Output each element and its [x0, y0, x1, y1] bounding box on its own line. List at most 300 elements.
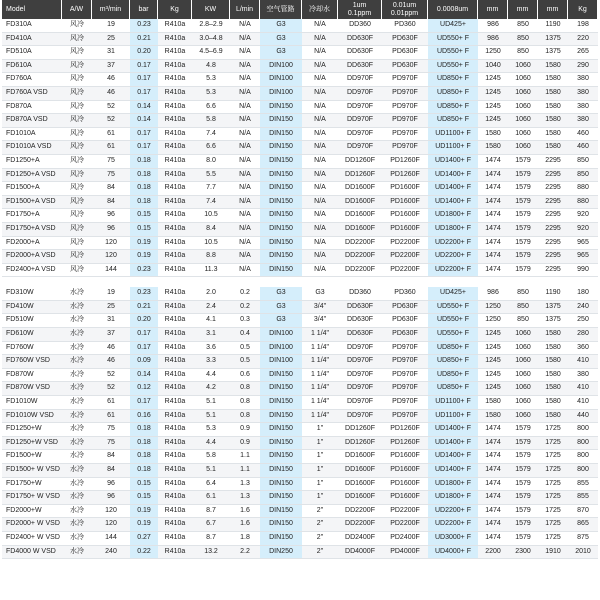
- table-cell: DIN150: [260, 101, 302, 115]
- table-cell: PD630F: [382, 33, 428, 47]
- table-cell: 风冷: [62, 223, 92, 237]
- table-row-air-cooled: [2, 60, 598, 74]
- table-cell: UD1800+ F: [428, 491, 478, 505]
- table-row-water-cooled: [2, 478, 598, 492]
- table-cell: 1060: [508, 128, 538, 142]
- table-cell: 440: [568, 410, 598, 424]
- table-cell: 84: [92, 450, 130, 464]
- table-cell: 1.6: [230, 518, 260, 532]
- table-row-water-cooled: [2, 518, 598, 532]
- table-cell: N/A: [302, 209, 338, 223]
- table-cell: 水冷: [62, 423, 92, 437]
- table-cell: 1579: [508, 437, 538, 451]
- table-cell: N/A: [230, 264, 260, 278]
- table-cell: 4.5–6.9: [192, 46, 230, 60]
- table-cell: 8.7: [192, 505, 230, 519]
- table-cell: DIN150: [260, 237, 302, 251]
- table-cell: DD1600F: [338, 450, 382, 464]
- table-cell: 1579: [508, 169, 538, 183]
- table-cell: FD1750+A VSD: [2, 223, 62, 237]
- table-cell: DD970F: [338, 73, 382, 87]
- table-cell: 75: [92, 155, 130, 169]
- table-cell: 10.5: [192, 237, 230, 251]
- table-cell: 850: [508, 314, 538, 328]
- table-cell: FD410W: [2, 301, 62, 315]
- table-cell: R410a: [158, 505, 192, 519]
- table-cell: PD4000F: [382, 546, 428, 560]
- table-cell: N/A: [230, 182, 260, 196]
- table-cell: 5.5: [192, 169, 230, 183]
- table-cell: 1474: [478, 264, 508, 278]
- table-row-water-cooled: [2, 287, 598, 301]
- table-cell: UD850+ F: [428, 355, 478, 369]
- table-cell: 水冷: [62, 437, 92, 451]
- table-cell: PD2200F: [382, 237, 428, 251]
- table-cell: FD1750+ W VSD: [2, 491, 62, 505]
- table-cell: 5.3: [192, 73, 230, 87]
- table-cell: 0.4: [230, 328, 260, 342]
- table-cell: 1.3: [230, 478, 260, 492]
- table-cell: 1060: [508, 60, 538, 74]
- table-cell: 850: [508, 33, 538, 47]
- table-cell: R410a: [158, 464, 192, 478]
- table-cell: 2.4: [192, 301, 230, 315]
- table-cell: 7.4: [192, 196, 230, 210]
- table-cell: 75: [92, 169, 130, 183]
- table-cell: DD970F: [338, 128, 382, 142]
- table-cell: 1580: [538, 73, 568, 87]
- table-cell: 1579: [508, 505, 538, 519]
- table-cell: 1060: [508, 73, 538, 87]
- table-cell: FD1010A VSD: [2, 141, 62, 155]
- table-cell: PD1600F: [382, 478, 428, 492]
- table-cell: 3/4": [302, 301, 338, 315]
- table-cell: 46: [92, 355, 130, 369]
- table-cell: 1040: [478, 60, 508, 74]
- table-cell: FD870A: [2, 101, 62, 115]
- table-cell: FD310W: [2, 287, 62, 301]
- table-cell: 84: [92, 464, 130, 478]
- table-cell: 风冷: [62, 196, 92, 210]
- table-cell: 1.6: [230, 505, 260, 519]
- table-cell: UD2200+ F: [428, 264, 478, 278]
- table-cell: 1580: [538, 60, 568, 74]
- table-cell: R410a: [158, 264, 192, 278]
- table-cell: FD870A VSD: [2, 114, 62, 128]
- table-cell: R410a: [158, 114, 192, 128]
- table-row-air-cooled: [2, 237, 598, 251]
- table-cell: N/A: [230, 141, 260, 155]
- table-cell: DIN150: [260, 410, 302, 424]
- table-cell: 0.5: [230, 355, 260, 369]
- table-cell: N/A: [230, 237, 260, 251]
- table-cell: 1474: [478, 518, 508, 532]
- table-cell: R410a: [158, 410, 192, 424]
- table-row-air-cooled: [2, 19, 598, 33]
- table-cell: DIN150: [260, 518, 302, 532]
- table-cell: DD630F: [338, 301, 382, 315]
- table-row-air-cooled: [2, 73, 598, 87]
- table-cell: 52: [92, 369, 130, 383]
- table-cell: 0.9: [230, 437, 260, 451]
- col-pressure-drop: bar: [130, 0, 158, 19]
- table-cell: 3/4": [302, 314, 338, 328]
- table-cell: 1725: [538, 478, 568, 492]
- table-row-water-cooled: [2, 532, 598, 546]
- table-cell: 865: [568, 518, 598, 532]
- table-cell: FD1250+W: [2, 423, 62, 437]
- table-cell: R410a: [158, 33, 192, 47]
- table-cell: 3.1: [192, 328, 230, 342]
- table-cell: FD1500+W: [2, 450, 62, 464]
- table-cell: DD1600F: [338, 209, 382, 223]
- table-cell: R410a: [158, 369, 192, 383]
- table-cell: N/A: [302, 196, 338, 210]
- table-cell: DD1260F: [338, 155, 382, 169]
- table-cell: DIN150: [260, 128, 302, 142]
- table-cell: 0.17: [130, 87, 158, 101]
- table-cell: 2295: [538, 209, 568, 223]
- table-cell: FD1250+W VSD: [2, 437, 62, 451]
- table-cell: UD1100+ F: [428, 141, 478, 155]
- table-cell: FD4000 W VSD: [2, 546, 62, 560]
- table-cell: 850: [508, 301, 538, 315]
- table-cell: 0.23: [130, 19, 158, 33]
- table-cell: 1060: [508, 382, 538, 396]
- table-cell: 1245: [478, 369, 508, 383]
- table-cell: 37: [92, 60, 130, 74]
- table-cell: 1474: [478, 196, 508, 210]
- table-row-air-cooled: [2, 33, 598, 47]
- table-cell: FD410A: [2, 33, 62, 47]
- table-cell: DIN150: [260, 450, 302, 464]
- table-cell: 8.4: [192, 223, 230, 237]
- table-cell: 0.8: [230, 410, 260, 424]
- table-cell: 965: [568, 237, 598, 251]
- table-cell: 1474: [478, 250, 508, 264]
- table-cell: 0.18: [130, 182, 158, 196]
- table-cell: 5.8: [192, 114, 230, 128]
- table-cell: 46: [92, 73, 130, 87]
- table-cell: 240: [92, 546, 130, 560]
- table-cell: DIN100: [260, 73, 302, 87]
- table-cell: UD850+ F: [428, 101, 478, 115]
- table-cell: 1250: [478, 301, 508, 315]
- table-cell: FD760W VSD: [2, 355, 62, 369]
- table-cell: 800: [568, 464, 598, 478]
- table-cell: DD630F: [338, 314, 382, 328]
- table-cell: PD1600F: [382, 223, 428, 237]
- table-cell: 1060: [508, 87, 538, 101]
- table-cell: 855: [568, 478, 598, 492]
- table-cell: 1474: [478, 464, 508, 478]
- table-cell: N/A: [230, 128, 260, 142]
- table-cell: DD970F: [338, 369, 382, 383]
- table-cell: 1474: [478, 532, 508, 546]
- table-cell: 986: [478, 19, 508, 33]
- table-cell: PD970F: [382, 101, 428, 115]
- table-cell: R410a: [158, 60, 192, 74]
- table-cell: 1 1/4": [302, 355, 338, 369]
- table-cell: FD2400+ W VSD: [2, 532, 62, 546]
- table-cell: 6.4: [192, 478, 230, 492]
- table-cell: FD510A: [2, 46, 62, 60]
- table-cell: 1580: [478, 396, 508, 410]
- table-row-air-cooled: [2, 155, 598, 169]
- table-cell: G3: [260, 19, 302, 33]
- table-row-air-cooled: [2, 223, 598, 237]
- table-cell: R410a: [158, 237, 192, 251]
- table-cell: 0.09: [130, 355, 158, 369]
- table-cell: 84: [92, 182, 130, 196]
- table-cell: UD1400+ F: [428, 423, 478, 437]
- table-row-air-cooled: [2, 169, 598, 183]
- table-cell: 1474: [478, 423, 508, 437]
- table-cell: UD850+ F: [428, 114, 478, 128]
- table-cell: DD970F: [338, 382, 382, 396]
- table-cell: N/A: [230, 19, 260, 33]
- table-cell: 1580: [478, 141, 508, 155]
- table-cell: DIN150: [260, 532, 302, 546]
- table-cell: 5.3: [192, 423, 230, 437]
- table-cell: 1579: [508, 250, 538, 264]
- table-cell: 风冷: [62, 182, 92, 196]
- table-cell: 6.7: [192, 518, 230, 532]
- table-cell: 6.1: [192, 491, 230, 505]
- table-cell: N/A: [302, 114, 338, 128]
- table-cell: 1579: [508, 155, 538, 169]
- table-cell: 3.0–4.8: [192, 33, 230, 47]
- table-cell: 1375: [538, 33, 568, 47]
- table-cell: N/A: [230, 223, 260, 237]
- table-cell: 2295: [538, 223, 568, 237]
- table-cell: 风冷: [62, 73, 92, 87]
- table-cell: 0.18: [130, 155, 158, 169]
- table-cell: 2295: [538, 237, 568, 251]
- table-cell: 800: [568, 450, 598, 464]
- table-cell: 水冷: [62, 410, 92, 424]
- table-cell: DD630F: [338, 328, 382, 342]
- table-cell: 0.19: [130, 505, 158, 519]
- table-cell: UD1400+ F: [428, 182, 478, 196]
- table-row-air-cooled: [2, 196, 598, 210]
- table-cell: N/A: [230, 46, 260, 60]
- table-cell: PD970F: [382, 410, 428, 424]
- table-cell: UD850+ F: [428, 342, 478, 356]
- table-cell: 0.18: [130, 196, 158, 210]
- table-cell: 2.2: [230, 546, 260, 560]
- table-row-water-cooled: [2, 410, 598, 424]
- table-cell: G3: [260, 301, 302, 315]
- table-cell: 880: [568, 182, 598, 196]
- table-cell: FD610A: [2, 60, 62, 74]
- table-row-air-cooled: [2, 128, 598, 142]
- table-cell: 850: [568, 169, 598, 183]
- table-cell: UD1400+ F: [428, 155, 478, 169]
- table-cell: DD970F: [338, 355, 382, 369]
- table-cell: G3: [260, 314, 302, 328]
- table-cell: 风冷: [62, 101, 92, 115]
- table-cell: 1190: [538, 19, 568, 33]
- table-cell: R410a: [158, 437, 192, 451]
- table-cell: PD1600F: [382, 182, 428, 196]
- table-cell: 1250: [478, 46, 508, 60]
- table-cell: 1 1/4": [302, 410, 338, 424]
- table-cell: R410a: [158, 478, 192, 492]
- col-filter-001um: 0.01um 0.01ppm: [382, 0, 428, 19]
- table-cell: 水冷: [62, 355, 92, 369]
- table-cell: 1474: [478, 450, 508, 464]
- table-cell: UD550+ F: [428, 314, 478, 328]
- table-row-water-cooled: [2, 464, 598, 478]
- table-cell: UD1400+ F: [428, 169, 478, 183]
- table-cell: 3.3: [192, 355, 230, 369]
- table-cell: 1245: [478, 114, 508, 128]
- table-cell: G3: [260, 33, 302, 47]
- table-cell: 1580: [538, 410, 568, 424]
- table-cell: 1 1/4": [302, 328, 338, 342]
- table-cell: DD630F: [338, 33, 382, 47]
- table-cell: PD2200F: [382, 518, 428, 532]
- table-cell: 1060: [508, 141, 538, 155]
- table-cell: UD1400+ F: [428, 196, 478, 210]
- table-cell: 1579: [508, 518, 538, 532]
- table-cell: 1579: [508, 450, 538, 464]
- table-cell: 1190: [538, 287, 568, 301]
- table-cell: UD1800+ F: [428, 223, 478, 237]
- table-cell: 1725: [538, 505, 568, 519]
- table-cell: 4.2: [192, 382, 230, 396]
- table-cell: 1.1: [230, 464, 260, 478]
- table-cell: PD360: [382, 19, 428, 33]
- table-cell: DIN150: [260, 505, 302, 519]
- table-cell: 84: [92, 196, 130, 210]
- table-cell: 75: [92, 437, 130, 451]
- table-cell: R410a: [158, 382, 192, 396]
- table-cell: DIN150: [260, 155, 302, 169]
- table-cell: 7.7: [192, 182, 230, 196]
- table-cell: DIN150: [260, 223, 302, 237]
- table-cell: 1060: [508, 328, 538, 342]
- table-cell: N/A: [230, 60, 260, 74]
- table-cell: 1725: [538, 491, 568, 505]
- table-cell: 0.18: [130, 437, 158, 451]
- table-cell: 410: [568, 382, 598, 396]
- table-cell: FD1250+A VSD: [2, 169, 62, 183]
- table-cell: 52: [92, 114, 130, 128]
- table-row-air-cooled: [2, 209, 598, 223]
- table-cell: R410a: [158, 518, 192, 532]
- table-cell: 0.9: [230, 423, 260, 437]
- table-cell: 875: [568, 532, 598, 546]
- table-cell: UD1800+ F: [428, 478, 478, 492]
- table-cell: PD630F: [382, 314, 428, 328]
- table-cell: PD1600F: [382, 450, 428, 464]
- table-cell: 460: [568, 141, 598, 155]
- table-cell: 0.17: [130, 141, 158, 155]
- table-cell: 2295: [538, 155, 568, 169]
- table-cell: DIN150: [260, 396, 302, 410]
- table-cell: 1245: [478, 328, 508, 342]
- table-header-row: [2, 0, 598, 19]
- table-row-water-cooled: [2, 314, 598, 328]
- table-cell: DD2200F: [338, 518, 382, 532]
- table-cell: 1474: [478, 237, 508, 251]
- table-cell: DIN150: [260, 209, 302, 223]
- table-cell: 1579: [508, 532, 538, 546]
- table-cell: 水冷: [62, 546, 92, 560]
- table-cell: 1579: [508, 196, 538, 210]
- table-cell: 水冷: [62, 518, 92, 532]
- table-cell: R410a: [158, 101, 192, 115]
- table-cell: 1580: [538, 141, 568, 155]
- table-cell: 4.4: [192, 369, 230, 383]
- table-cell: 120: [92, 518, 130, 532]
- table-cell: PD1260F: [382, 169, 428, 183]
- table-cell: 5.8: [192, 450, 230, 464]
- table-cell: PD630F: [382, 301, 428, 315]
- table-cell: UD1400+ F: [428, 464, 478, 478]
- table-cell: FD1010A: [2, 128, 62, 142]
- table-cell: 5.1: [192, 464, 230, 478]
- table-cell: 风冷: [62, 141, 92, 155]
- table-cell: 水冷: [62, 478, 92, 492]
- table-cell: 1060: [508, 114, 538, 128]
- table-body: [2, 19, 598, 559]
- table-cell: 31: [92, 46, 130, 60]
- table-cell: 120: [92, 237, 130, 251]
- table-row-water-cooled: [2, 546, 598, 560]
- table-cell: PD1600F: [382, 196, 428, 210]
- table-cell: 1245: [478, 355, 508, 369]
- table-cell: DIN150: [260, 182, 302, 196]
- table-cell: 0.14: [130, 114, 158, 128]
- table-cell: DD2200F: [338, 237, 382, 251]
- table-row-water-cooled: [2, 342, 598, 356]
- table-cell: FD760W: [2, 342, 62, 356]
- table-cell: 1": [302, 450, 338, 464]
- col-length: mm: [478, 0, 508, 19]
- table-cell: R410a: [158, 287, 192, 301]
- table-cell: 1725: [538, 532, 568, 546]
- table-cell: FD2400+A VSD: [2, 264, 62, 278]
- table-cell: 2": [302, 532, 338, 546]
- table-cell: 870: [568, 505, 598, 519]
- table-cell: G3: [302, 287, 338, 301]
- table-cell: 0.20: [130, 314, 158, 328]
- table-cell: 0.23: [130, 264, 158, 278]
- table-row-water-cooled: [2, 505, 598, 519]
- table-cell: PD2200F: [382, 264, 428, 278]
- table-cell: DIN150: [260, 114, 302, 128]
- table-cell: PD2400F: [382, 532, 428, 546]
- table-cell: PD1600F: [382, 491, 428, 505]
- table-cell: 2200: [478, 546, 508, 560]
- table-cell: 1": [302, 491, 338, 505]
- table-cell: UD850+ F: [428, 73, 478, 87]
- table-cell: R410a: [158, 169, 192, 183]
- table-cell: DIN150: [260, 464, 302, 478]
- table-cell: 6.6: [192, 101, 230, 115]
- table-row-air-cooled: [2, 141, 598, 155]
- table-cell: 10.5: [192, 209, 230, 223]
- table-cell: 0.21: [130, 301, 158, 315]
- table-cell: PD1260F: [382, 423, 428, 437]
- table-cell: DIN150: [260, 196, 302, 210]
- table-cell: DIN150: [260, 141, 302, 155]
- table-cell: PD970F: [382, 87, 428, 101]
- table-cell: UD2200+ F: [428, 250, 478, 264]
